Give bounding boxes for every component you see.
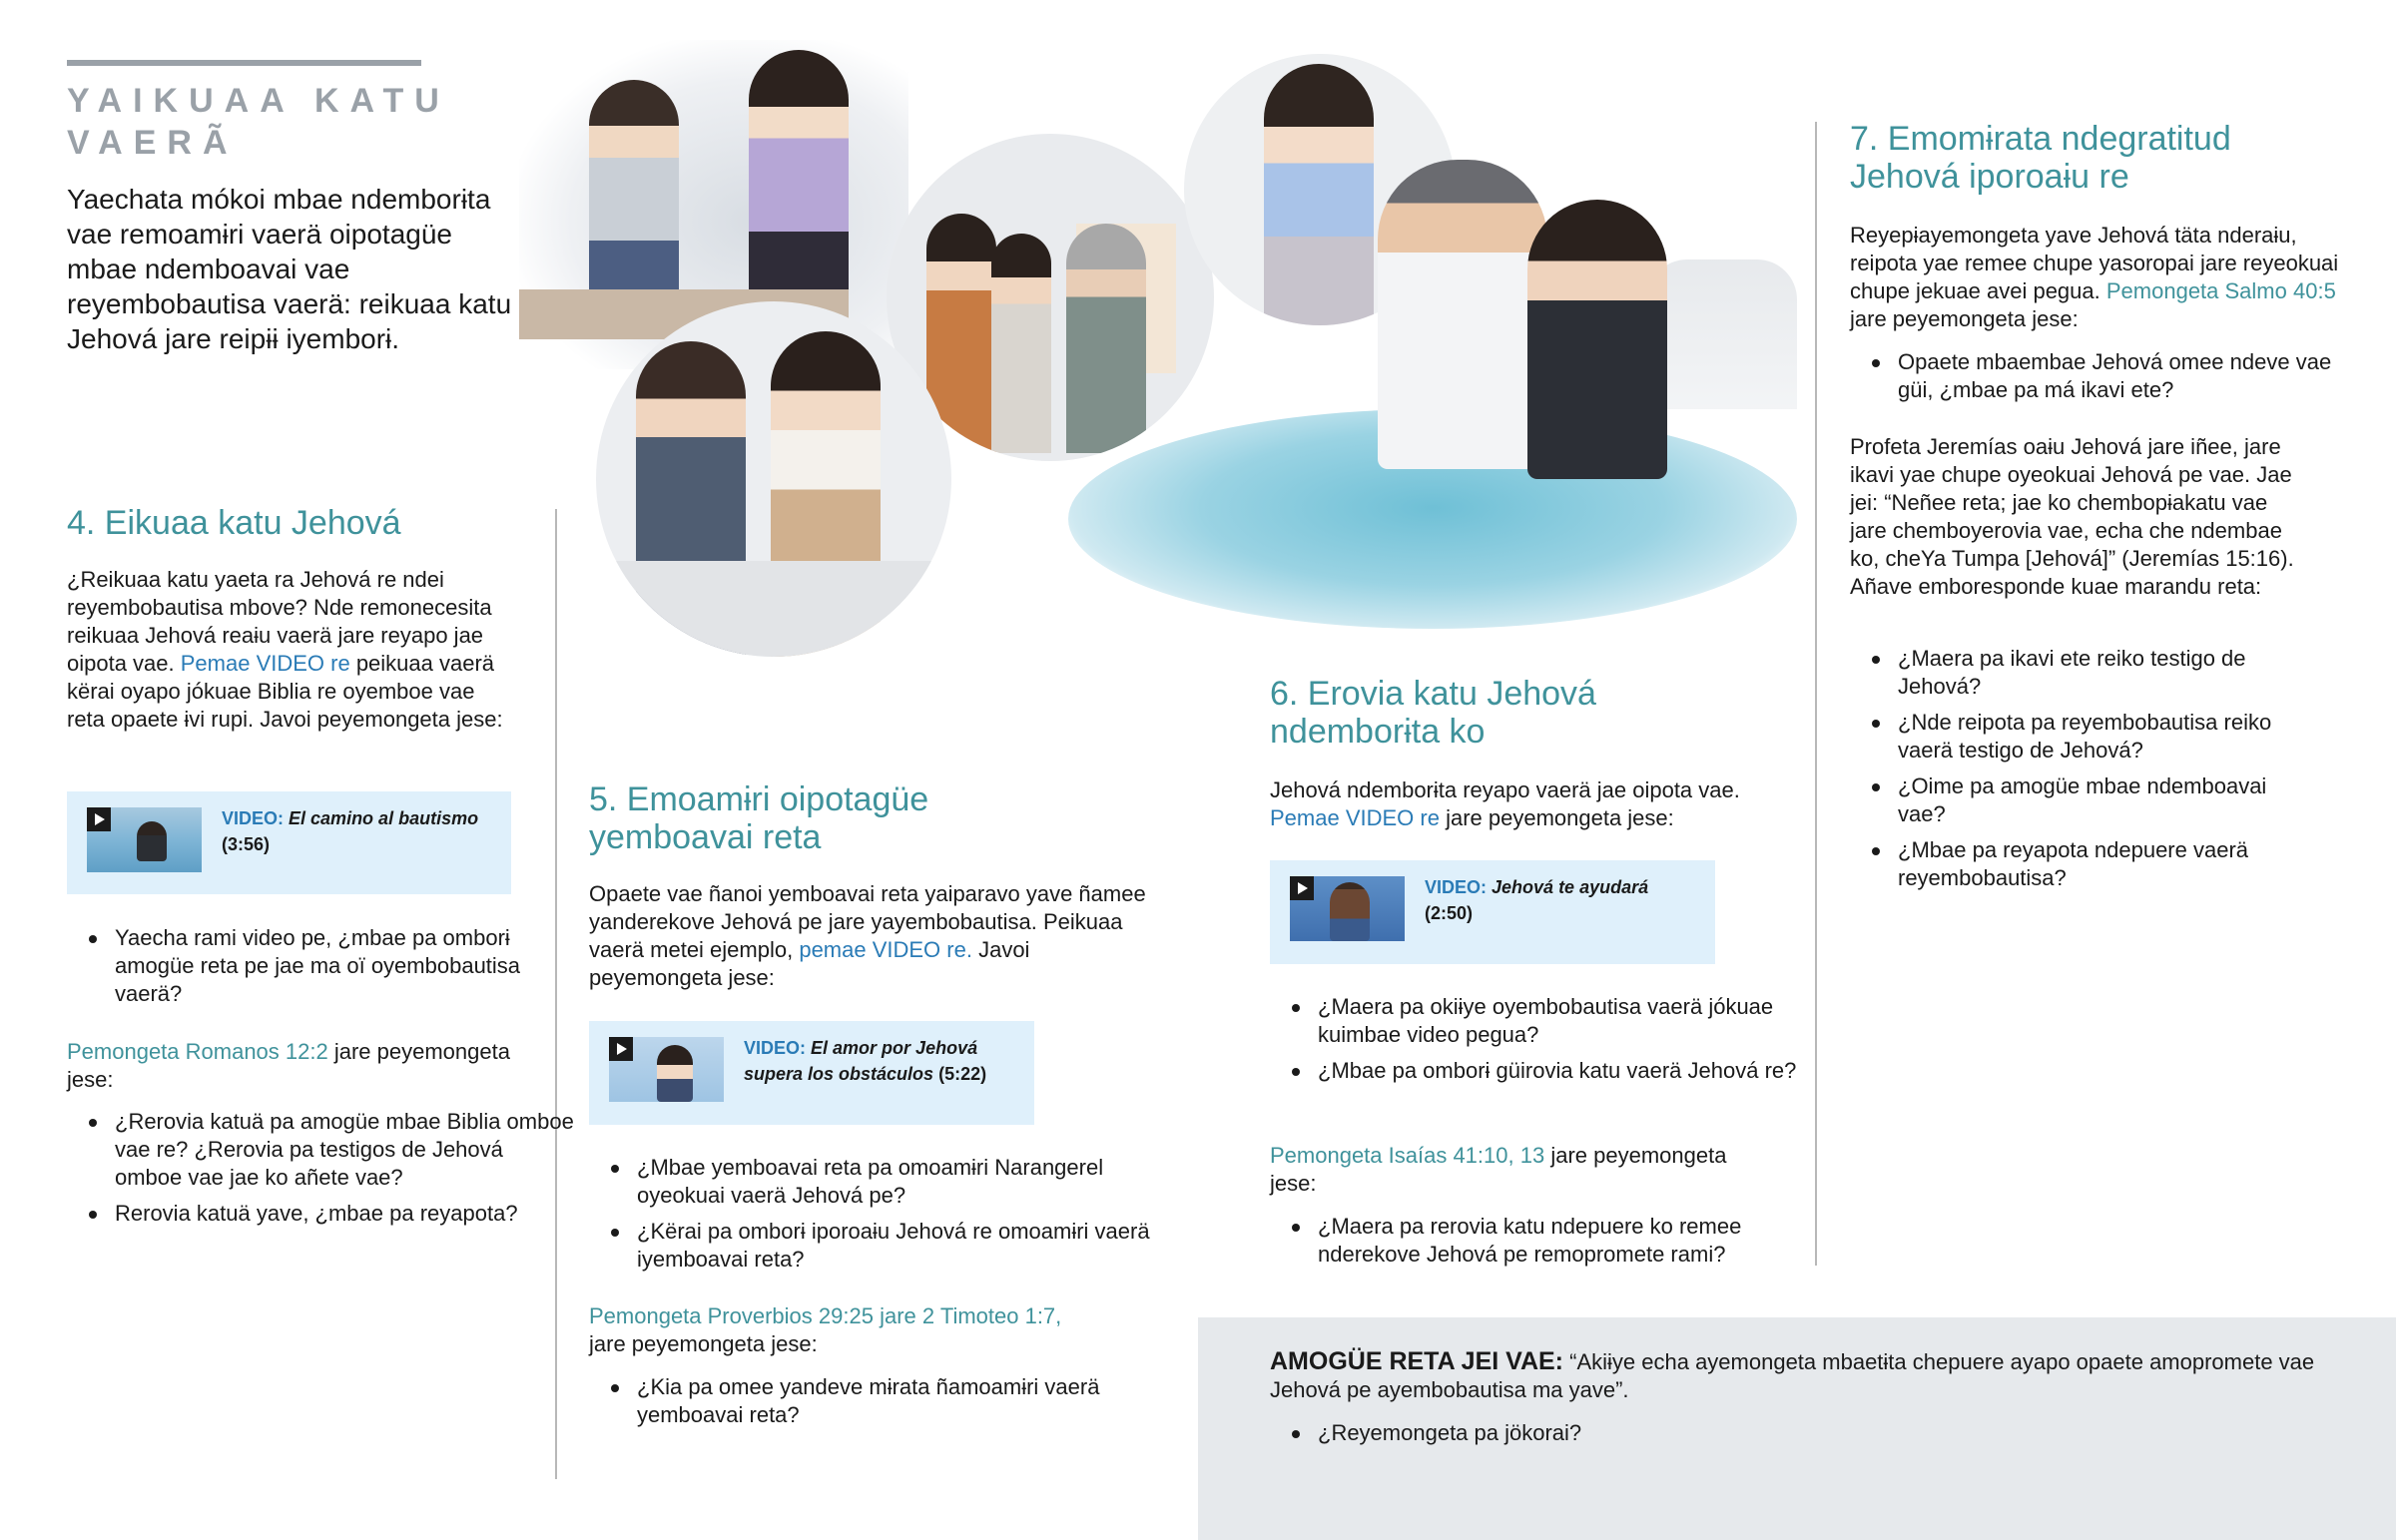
- section-7-paragraph-2: Profeta Jeremías oaɨu Jehová jare iñee, jare ikavi yae chupe oyeokuai Jehová pe vae. Jae jei: “Neñee reta; jae ko chembopɨakatu vae jare chemboyerovia vae, echa che ndembae ko, cheYa Tumpa [Jehová]” (Jeremías 15:16). Añave emboresponde kuae marandu reta:: [1850, 434, 2294, 599]
- paragraph-text: jare peyemongeta jese:: [1439, 805, 1674, 830]
- section-5-paragraph: [589, 880, 1148, 992]
- section-4-paragraph: [67, 566, 516, 734]
- paragraph-text: ¿Reikuaa katu yaeta ra Jehová re ndei reyembobautisa mbove? Nde remonecesita reikuaa Jehová reaɨu vaerä jare reyapo jae oipota vae.: [67, 567, 492, 676]
- video-duration: (5:22): [938, 1064, 987, 1084]
- question-item: ¿Mbae pa omborɨ güirovia katu vaerä Jehová re?: [1318, 1057, 1817, 1085]
- section-6-paragraph: [1270, 776, 1789, 832]
- person-figure: [991, 234, 1051, 453]
- video-caption: [1425, 874, 1648, 926]
- question-item: ¿Maera pa rerovia katu ndepuere ko remee nderekove Jehová pe remopromete rami?: [1318, 1213, 1817, 1269]
- question-item: ¿Rerovia katuä pa amogüe mbae Biblia omboe vae re? ¿Rerovia pa testigos de Jehová omboe vae jae ko añete vae?: [115, 1109, 574, 1190]
- section-heading: [67, 80, 450, 164]
- video-duration: (3:56): [222, 834, 271, 854]
- person-figure: [1527, 200, 1667, 479]
- section-7-title: 7. Emomɨrata ndegratitud Jehová iporoaɨu re: [1850, 120, 2231, 196]
- paragraph-text: jare peyemongeta jese:: [67, 1039, 510, 1092]
- video-label: VIDEO:: [744, 1038, 807, 1058]
- question-item: ¿Maera pa ikavi ete reiko testigo de Jehová?: [1898, 645, 2277, 701]
- summary-label: AMOGÜE RETA JEI VAE:: [1270, 1347, 1564, 1375]
- quote-text: “Akiɨye echa ayemongeta mbaetɨta chepuere ayapo opaete amopromete vae Jehová pe ayembobautisa ma yave”.: [1270, 1349, 2315, 1402]
- question-item: ¿Oime pa amogüe mbae ndemboavai vae?: [1898, 772, 2277, 828]
- video-duration: (2:50): [1425, 903, 1474, 923]
- summary-box: [1198, 1317, 2396, 1540]
- section-6-scripture: [1270, 1142, 1769, 1198]
- video-caption: [222, 805, 478, 857]
- scripture-link[interactable]: Pemongeta Isaías 41:10, 13: [1270, 1143, 1545, 1168]
- section-5-title: 5. Emoamɨri oipotagüe yemboavai reta: [589, 780, 929, 856]
- section-7-questions-1: [1850, 348, 2357, 412]
- summary-questions: [1270, 1419, 2116, 1455]
- question-item: ¿Maera pa okiɨye oyembobautisa vaerä jókuae kuimbae video pegua?: [1318, 993, 1817, 1049]
- section-5-scripture: [589, 1302, 1148, 1358]
- video-title: El amor por Jehová supera los obstáculos: [744, 1038, 978, 1084]
- section-7-paragraph-1: [1850, 222, 2339, 333]
- person-figure: [1330, 882, 1370, 941]
- column-divider: [555, 509, 557, 1479]
- counter-shape: [596, 561, 951, 657]
- heading-line-1: YAIKUAA KATU: [67, 82, 450, 120]
- video-title: Jehová te ayudará: [1492, 877, 1649, 897]
- section-4-title: 4. Eikuaa katu Jehová: [67, 504, 401, 542]
- illustration-baptism: [1058, 150, 1797, 639]
- section-4-questions-1: [67, 924, 534, 1016]
- summary-quote: [1270, 1347, 2348, 1404]
- question-item: ¿Mbae pa reyapota ndepuere vaerä reyembobautisa?: [1898, 836, 2277, 892]
- play-icon[interactable]: [609, 1037, 633, 1061]
- paragraph-text: jare peyemongeta jese:: [1850, 306, 2079, 331]
- person-figure: [749, 50, 849, 309]
- question-item: ¿Kia pa omee yandeve mɨrata ñamoamɨri vaerä yemboavai reta?: [637, 1373, 1136, 1429]
- paragraph-text: Jehová ndemborɨta reyapo vaerä jae oipota vae.: [1270, 777, 1740, 802]
- paragraph-text: jare peyemongeta jese:: [1270, 1143, 1727, 1196]
- video-card-jehova-te-ayudara[interactable]: [1270, 860, 1715, 964]
- play-icon[interactable]: [87, 807, 111, 831]
- video-thumbnail[interactable]: [1290, 876, 1405, 941]
- person-figure: [137, 821, 167, 861]
- paragraph-text: Reyepɨayemongeta yave Jehová täta nderaɨu, reipota yae remee chupe yasoropai jare reyeokuai chupe jekuae avei pegua.: [1850, 223, 2339, 303]
- section-6-title: 6. Erovia katu Jehová ndemborɨta ko: [1270, 675, 1596, 751]
- scripture-link[interactable]: Pemongeta Proverbios 29:25 jare 2 Timoteo 1:7,: [589, 1303, 1062, 1328]
- section-4-questions-2: [67, 1108, 574, 1236]
- paragraph-text: peikuaa vaerä kërai oyapo jókuae Biblia re oyemboe vae reta opaete ɨvi rupi. Javoi peyemongeta jese:: [67, 651, 503, 732]
- play-icon[interactable]: [1290, 876, 1314, 900]
- paragraph-text: Javoi peyemongeta jese:: [589, 937, 1030, 990]
- section-5-questions-2: [589, 1373, 1136, 1437]
- question-item: ¿Nde reipota pa reyembobautisa reiko vaerä testigo de Jehová?: [1898, 709, 2277, 765]
- section-6-questions-1: [1270, 993, 1817, 1093]
- video-title: El camino al bautismo: [289, 808, 479, 828]
- intro-text: Yaechata mókoi mbae ndemborɨta vae remoamɨri vaerä oipotagüe mbae ndemboavai vae reyembobautisa vaerä: reikuaa katu Jehová jare reipɨɨ iyemborɨ.: [67, 184, 512, 354]
- section-4-scripture: [67, 1038, 526, 1094]
- paragraph-text: jare peyemongeta jese:: [589, 1331, 818, 1356]
- video-card-el-camino[interactable]: [67, 791, 511, 894]
- question-item: ¿Reyemongeta pa jökorai?: [1318, 1419, 2116, 1447]
- video-link[interactable]: pemae VIDEO re.: [799, 937, 972, 962]
- video-link[interactable]: Pemae VIDEO re: [180, 651, 350, 676]
- question-item: Yaecha rami video pe, ¿mbae pa omborɨ amogüe reta pe jae ma oï oyembobautisa vaerä?: [115, 924, 534, 1008]
- person-figure: [657, 1045, 693, 1102]
- video-link[interactable]: Pemae VIDEO re: [1270, 805, 1440, 830]
- person-figure: [1378, 160, 1547, 469]
- video-card-el-amor[interactable]: [589, 1021, 1034, 1125]
- section-7-questions-2: [1850, 645, 2277, 900]
- video-caption: [744, 1035, 1023, 1087]
- header-rule: [67, 60, 421, 66]
- question-item: ¿Mbae yemboavai reta pa omoamɨri Narangerel oyeokuai vaerä Jehová pe?: [637, 1154, 1196, 1210]
- section-6-questions-2: [1270, 1213, 1817, 1277]
- question-item: Rerovia katuä yave, ¿mbae pa reyapota?: [115, 1200, 574, 1228]
- question-item: ¿Kërai pa omborɨ iporoaɨu Jehová re omoamɨri vaerä iyemboavai reta?: [637, 1218, 1196, 1274]
- illustration-circle-teaching: [596, 301, 951, 657]
- audience-silhouettes: [1647, 259, 1797, 409]
- video-thumbnail[interactable]: [609, 1037, 724, 1102]
- video-label: VIDEO:: [1425, 877, 1488, 897]
- scripture-link[interactable]: Pemongeta Romanos 12:2: [67, 1039, 328, 1064]
- person-figure: [589, 80, 679, 309]
- paragraph-text: Opaete vae ñanoi yemboavai reta yaiparavo yave ñamee yanderekove Jehová pe jare yayembobautisa. Peikuaa vaerä metei ejemplo,: [589, 881, 1146, 962]
- heading-line-2: VAERÃ: [67, 124, 239, 162]
- video-thumbnail[interactable]: [87, 807, 202, 872]
- column-divider: [1815, 122, 1817, 1266]
- question-item: Opaete mbaembae Jehová omee ndeve vae güi, ¿mbae pa má ikavi ete?: [1898, 348, 2357, 404]
- video-label: VIDEO:: [222, 808, 285, 828]
- scripture-link[interactable]: Pemongeta Salmo 40:5: [2105, 278, 2336, 303]
- section-5-questions-1: [589, 1154, 1196, 1282]
